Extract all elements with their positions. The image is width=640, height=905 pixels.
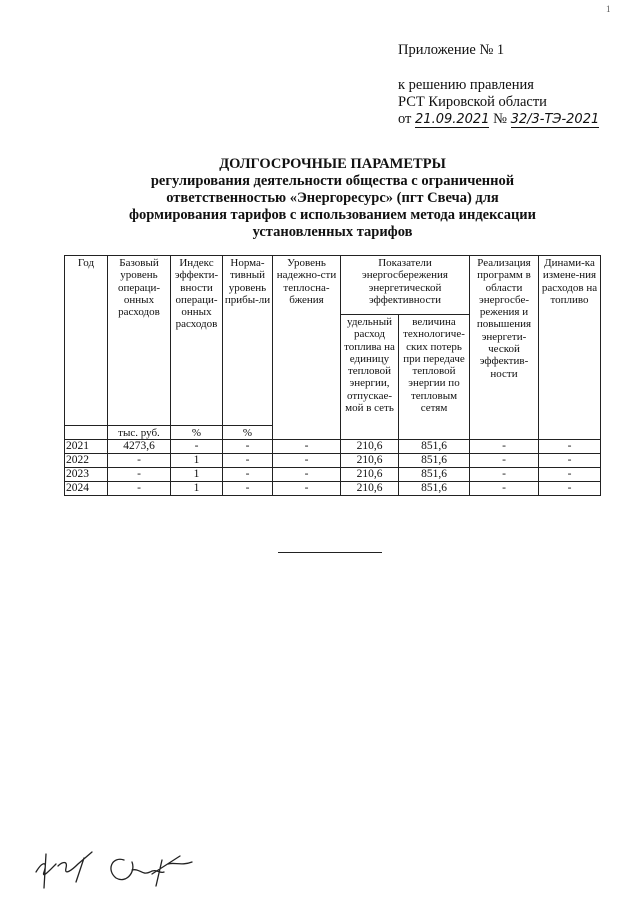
number-label: № (493, 111, 507, 127)
closing-rule (278, 552, 382, 553)
row-programs: - (470, 440, 539, 454)
document-heading (80, 156, 585, 241)
decision-number: 32/3-ТЭ-2021 (510, 112, 600, 127)
unit-efficiency-index: % (171, 426, 223, 440)
header-year: Год (65, 256, 108, 426)
row-fuel-consumption: 210,6 (341, 440, 399, 454)
heading-line-3: ответственностью «Энергоресурс» (пгт Свеча) для (166, 190, 499, 206)
appendix-title: Приложение № 1 (398, 42, 505, 58)
row-base-opex: - (108, 482, 171, 496)
header-heat-losses: величина технологиче-ских потерь при передаче тепловой энергии по тепловым сетям (399, 315, 470, 440)
header-reliability: Уровень надежно-сти теплосна-бжения (273, 256, 341, 440)
header-fuel-consumption: удельный расход топлива на единицу тепловой энергии, отпускае-мой в сеть (341, 315, 399, 440)
row-normative-profit: - (223, 454, 273, 468)
row-efficiency-index: 1 (171, 468, 223, 482)
row-year: 2024 (65, 482, 108, 496)
row-reliability: - (273, 468, 341, 482)
row-year: 2022 (65, 454, 108, 468)
table-row (65, 468, 601, 482)
row-programs: - (470, 468, 539, 482)
row-reliability: - (273, 440, 341, 454)
row-reliability: - (273, 482, 341, 496)
row-programs: - (470, 482, 539, 496)
row-year: 2023 (65, 468, 108, 482)
from-label: от (398, 111, 412, 127)
row-fuel-dynamics: - (539, 468, 601, 482)
unit-base-opex: тыс. руб. (108, 426, 171, 440)
table-row (65, 440, 601, 454)
row-normative-profit: - (223, 468, 273, 482)
row-base-opex: - (108, 454, 171, 468)
header-normative-profit: Норма-тивный уровень прибы-ли (223, 256, 273, 426)
decision-line: к решению правления (398, 77, 534, 93)
heading-line-2: регулирования деятельности общества с ограниченной (150, 173, 515, 189)
row-fuel-dynamics: - (539, 454, 601, 468)
row-fuel-consumption: 210,6 (341, 482, 399, 496)
row-heat-losses: 851,6 (399, 482, 470, 496)
row-base-opex: - (108, 468, 171, 482)
heading-line-5: установленных тарифов (252, 224, 413, 240)
row-fuel-dynamics: - (539, 482, 601, 496)
table-row (65, 454, 601, 468)
row-normative-profit: - (223, 482, 273, 496)
appendix-block (398, 42, 599, 128)
row-heat-losses: 851,6 (399, 454, 470, 468)
row-year: 2021 (65, 440, 108, 454)
row-fuel-consumption: 210,6 (341, 454, 399, 468)
date-number-line (398, 111, 599, 128)
row-efficiency-index: 1 (171, 482, 223, 496)
header-fuel-dynamics: Динами-ка измене-ния расходов на топливо (539, 256, 601, 440)
row-base-opex: 4273,6 (108, 440, 171, 454)
row-efficiency-index: 1 (171, 454, 223, 468)
heading-line-1: ДОЛГОСРОЧНЫЕ ПАРАМЕТРЫ (219, 156, 446, 172)
unit-year-empty (65, 426, 108, 440)
decision-date: 21.09.2021 (415, 112, 490, 127)
row-heat-losses: 851,6 (399, 468, 470, 482)
table-row (65, 482, 601, 496)
signature-image (32, 842, 202, 892)
heading-line-4: формирования тарифов с использованием метода индексации (128, 207, 537, 223)
row-efficiency-index: - (171, 440, 223, 454)
row-programs: - (470, 454, 539, 468)
parameters-table (64, 255, 601, 496)
header-energy-saving-group: Показатели энергосбережения энергетической эффективности (341, 256, 470, 315)
header-efficiency-index: Индекс эффекти-вности операци-онных расходов (171, 256, 223, 426)
page-corner-mark: 1 (606, 4, 611, 14)
authority-line: РСТ Кировской области (398, 94, 547, 110)
header-base-opex: Базовый уровень операци-онных расходов (108, 256, 171, 426)
row-reliability: - (273, 454, 341, 468)
header-programs: Реализация программ в области энергосбе-режения и повышения энергети-ческой эффектив-ности (470, 256, 539, 440)
unit-normative-profit: % (223, 426, 273, 440)
row-fuel-dynamics: - (539, 440, 601, 454)
row-normative-profit: - (223, 440, 273, 454)
row-heat-losses: 851,6 (399, 440, 470, 454)
row-fuel-consumption: 210,6 (341, 468, 399, 482)
